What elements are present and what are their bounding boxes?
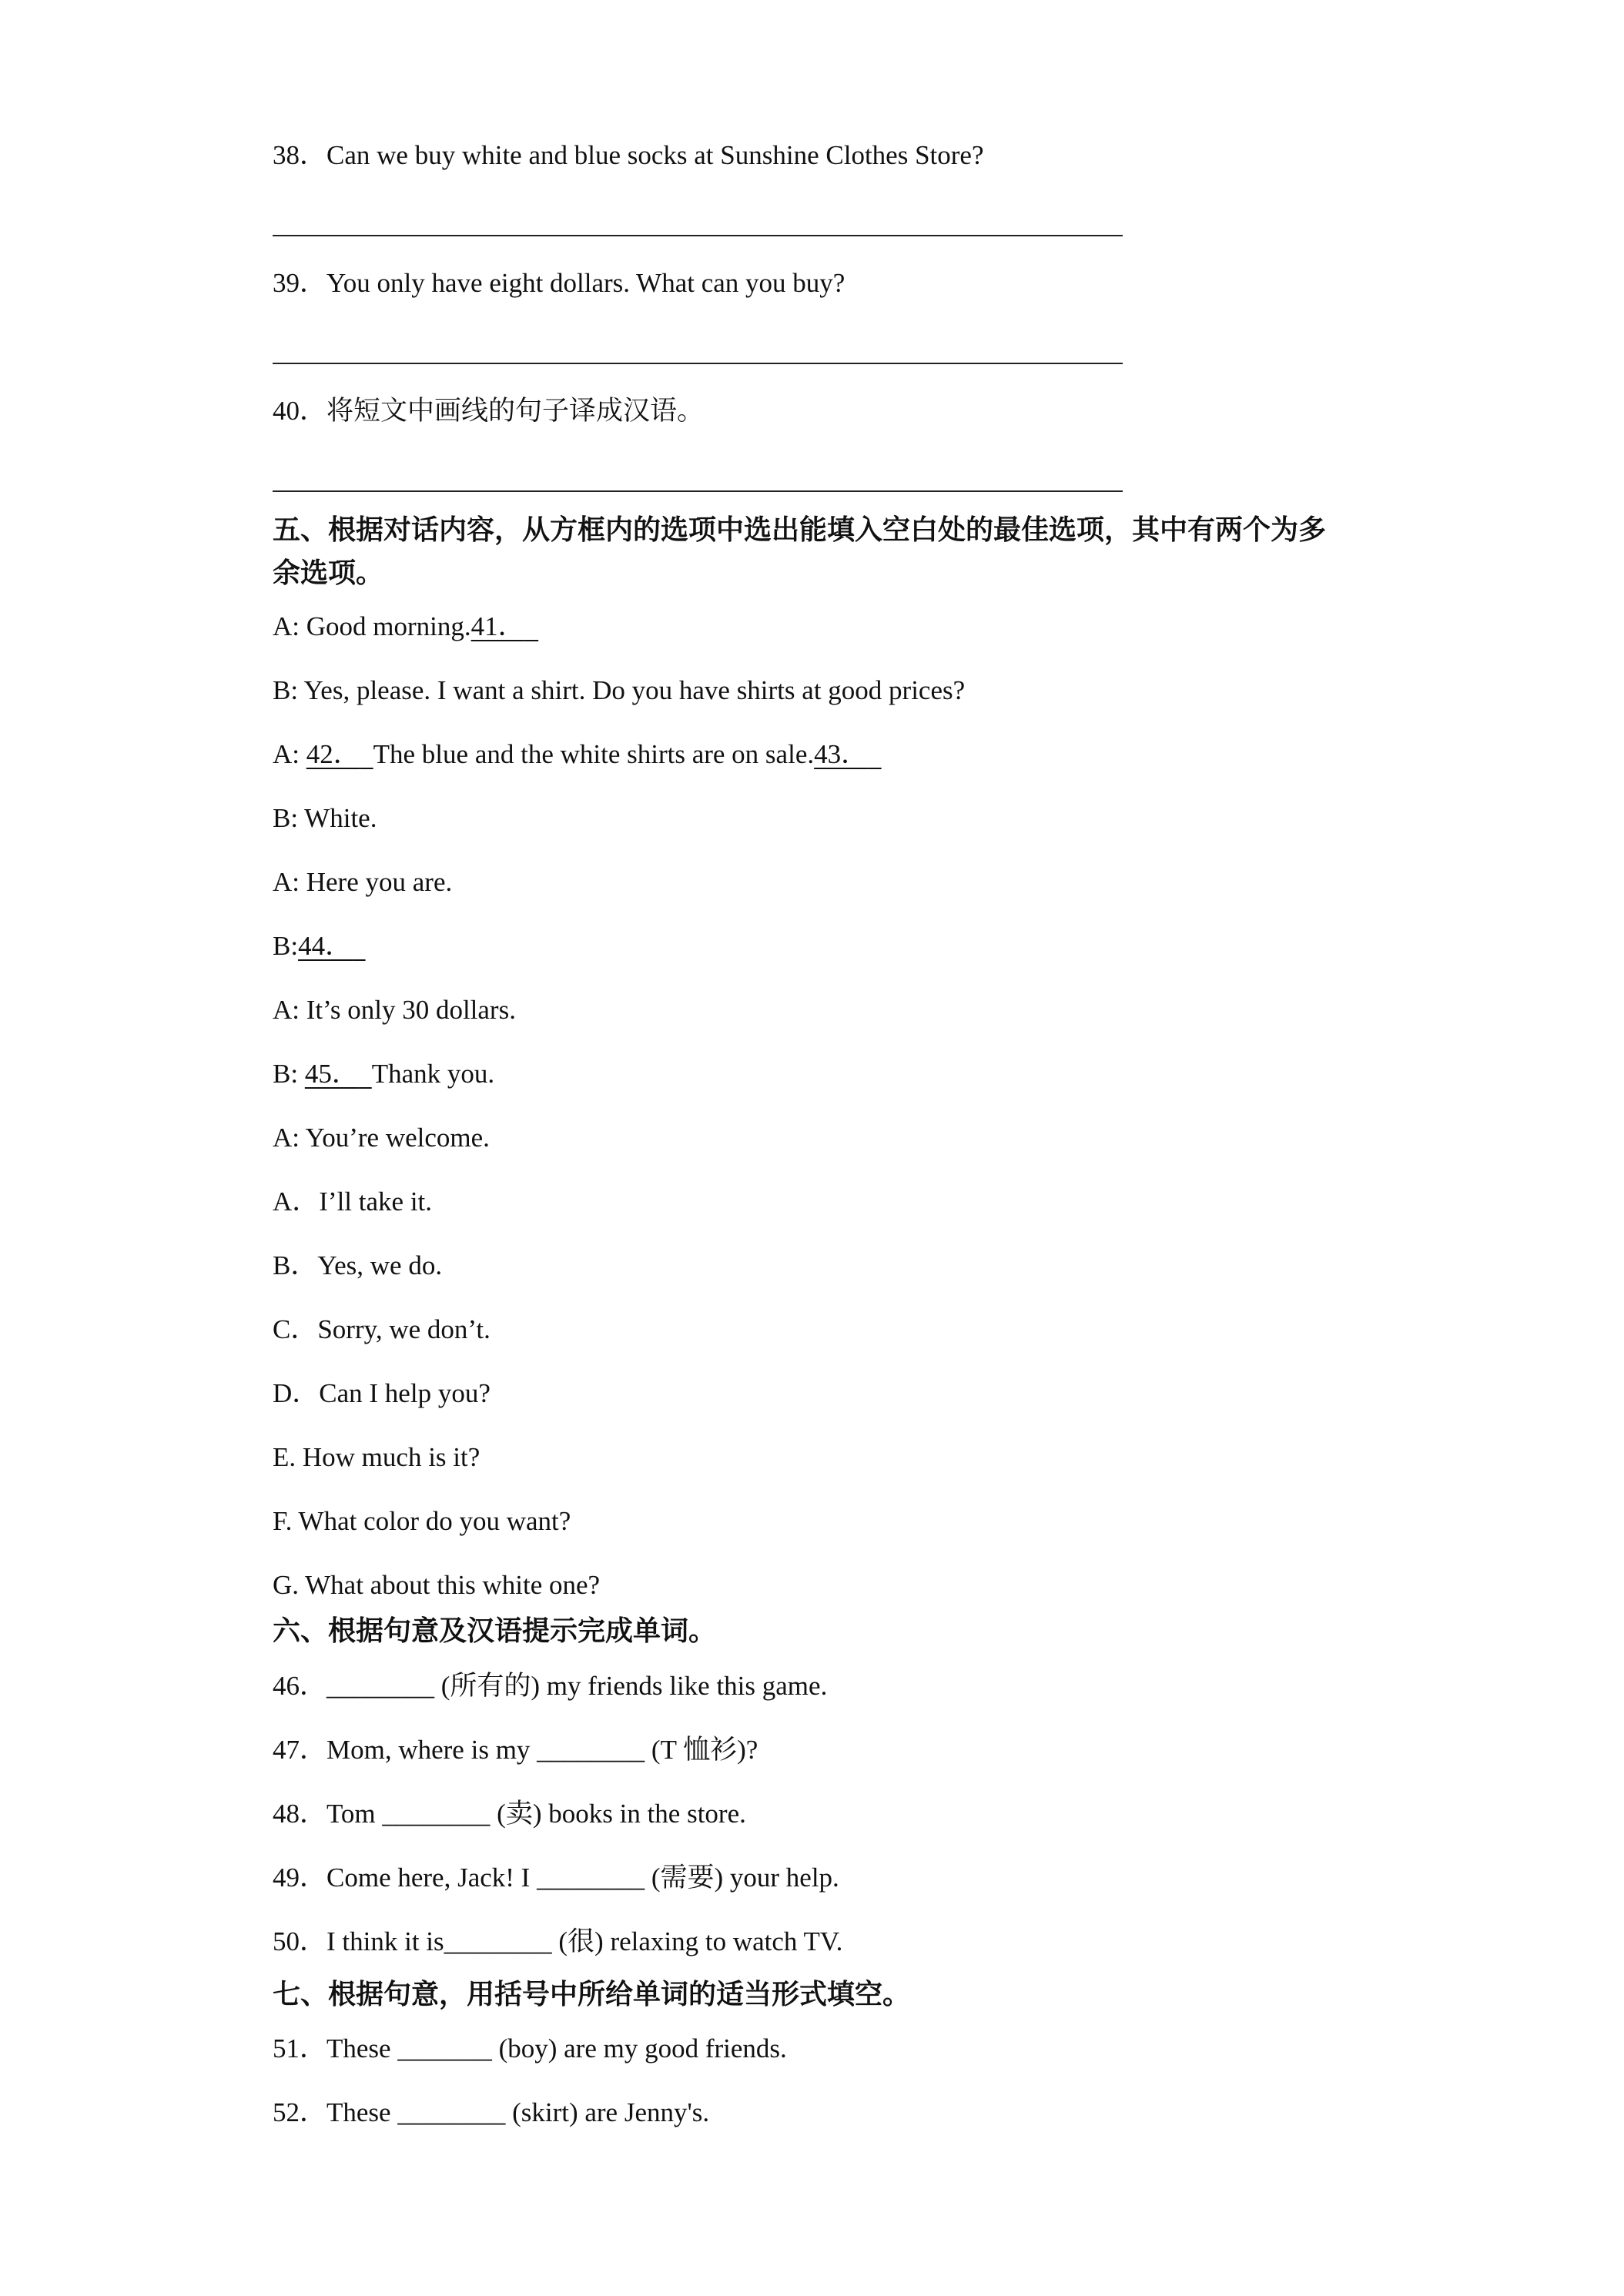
option-f: F. What color do you want? — [273, 1506, 571, 1536]
blank-44-pad — [352, 931, 366, 961]
section-6-heading: 六、根据句意及汉语提示完成单词。 — [273, 1615, 717, 1646]
dialogue-text: The blue and the white shirts are on sale. — [373, 739, 815, 769]
question-52: 52．These ________ (skirt) are Jenny's. — [273, 2097, 710, 2127]
blank-42-pad — [360, 739, 373, 769]
question-38: 38．Can we buy white and blue socks at Sunshine Clothes Store? — [273, 140, 984, 170]
option-a: A．I’ll take it. — [273, 1186, 433, 1217]
dialogue-line-6 — [273, 929, 366, 963]
blank-45[interactable]: 45． — [304, 1059, 359, 1089]
answer-line-39[interactable] — [273, 363, 1123, 364]
section-5-heading-line-2: 余选项。 — [273, 557, 384, 588]
blank-45-pad — [359, 1059, 372, 1089]
dialogue-speaker: A: — [273, 739, 306, 769]
section-5-heading — [273, 508, 1381, 594]
question-48: 48．Tom ________ (卖) books in the store. — [273, 1799, 746, 1829]
option-g: G. What about this white one? — [273, 1570, 601, 1600]
option-b: B．Yes, we do. — [273, 1250, 443, 1280]
answer-line-40[interactable] — [273, 490, 1123, 492]
question-51: 51．These _______ (boy) are my good friends. — [273, 2033, 787, 2063]
question-40: 40．将短文中画线的句子译成汉语。 — [273, 396, 705, 426]
blank-43[interactable]: 43． — [814, 739, 869, 769]
option-c: C．Sorry, we don’t. — [273, 1314, 491, 1344]
dialogue-text: A: Good morning. — [273, 611, 471, 641]
dialogue-line-1 — [273, 610, 538, 644]
blank-41-pad — [525, 611, 539, 641]
dialogue-line-7: A: It’s only 30 dollars. — [273, 995, 516, 1025]
question-49: 49．Come here, Jack! I ________ (需要) your help. — [273, 1863, 839, 1893]
dialogue-line-8 — [273, 1057, 494, 1091]
question-46: 46．________ (所有的) my friends like this game. — [273, 1671, 828, 1701]
dialogue-line-9: A: You’re welcome. — [273, 1123, 490, 1153]
section-5-heading-line-1: 五、根据对话内容，从方框内的选项中选出能填入空白处的最佳选项，其中有两个为多 — [273, 514, 1327, 545]
dialogue-speaker: B: — [273, 931, 299, 961]
dialogue-line-5: A: Here you are. — [273, 867, 453, 897]
blank-43-pad — [868, 739, 882, 769]
option-d: D．Can I help you? — [273, 1378, 491, 1408]
blank-41[interactable]: 41． — [470, 611, 525, 641]
question-39: 39．You only have eight dollars. What can you buy? — [273, 268, 845, 298]
question-47: 47．Mom, where is my ________ (T 恤衫)? — [273, 1735, 758, 1765]
dialogue-speaker: B: — [273, 1059, 305, 1089]
blank-42[interactable]: 42． — [306, 739, 360, 769]
answer-line-38[interactable] — [273, 235, 1123, 236]
question-50: 50．I think it is________ (很) relaxing to watch TV. — [273, 1926, 843, 1956]
dialogue-line-2: B: Yes, please. I want a shirt. Do you have shirts at good prices? — [273, 675, 966, 705]
blank-44[interactable]: 44． — [298, 931, 353, 961]
dialogue-line-4: B: White. — [273, 803, 377, 833]
dialogue-text: Thank you. — [371, 1059, 495, 1089]
dialogue-line-3 — [273, 738, 882, 771]
section-7-heading: 七、根据句意，用括号中所给单词的适当形式填空。 — [273, 1979, 911, 2010]
option-e: E. How much is it? — [273, 1442, 481, 1472]
